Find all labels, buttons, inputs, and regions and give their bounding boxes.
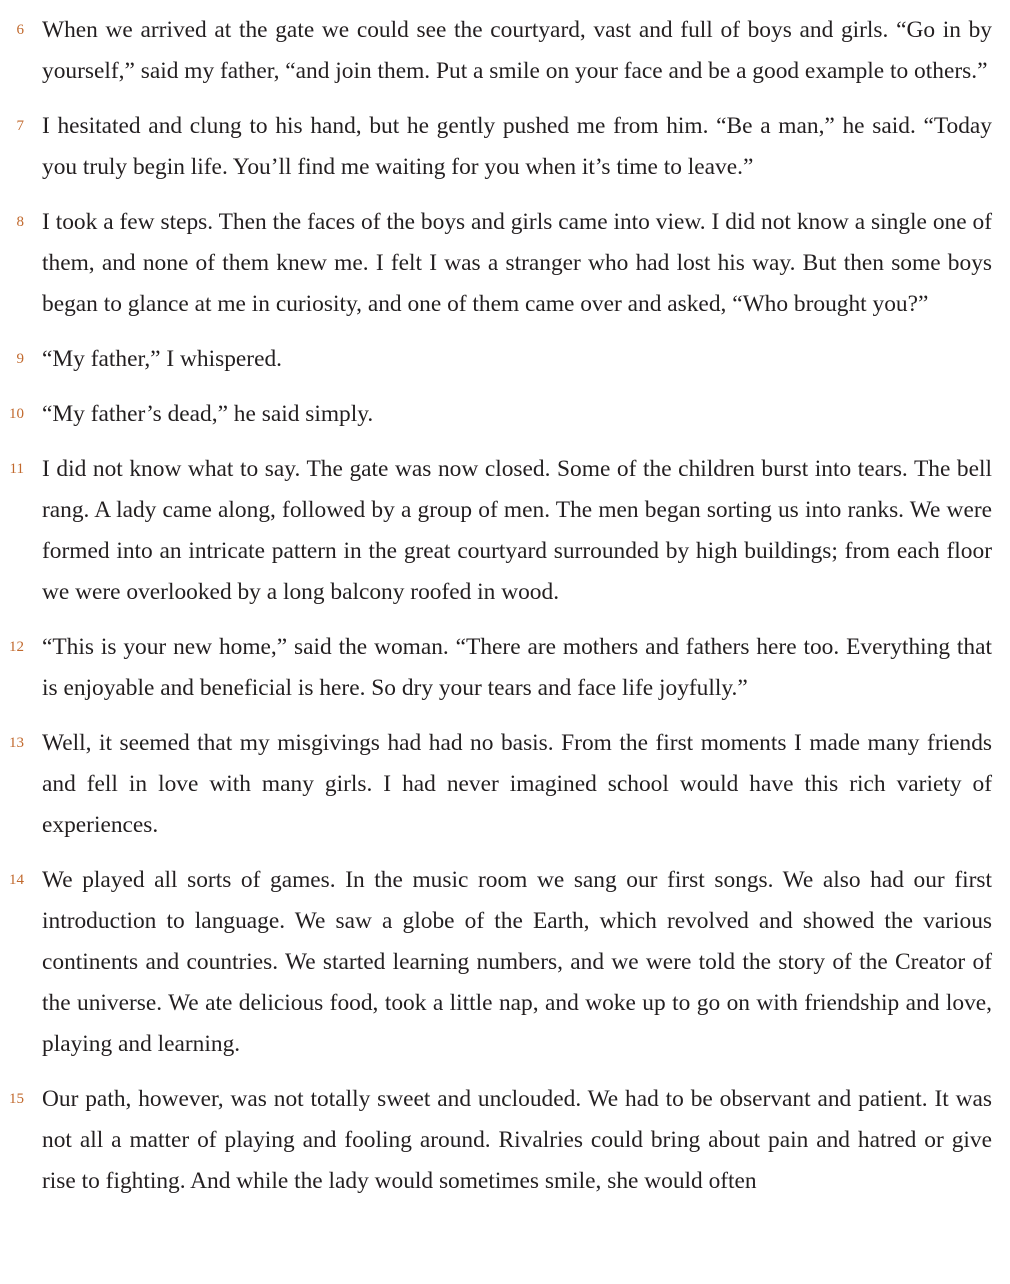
paragraph-number: 6 (16, 22, 24, 38)
paragraph (0, 627, 992, 709)
paragraph-text: “My father’s dead,” he said simply. (42, 401, 374, 427)
paragraph-number: 15 (9, 1091, 24, 1107)
paragraph-text: I hesitated and clung to his hand, but he gently pushed me from him. “Be a man,” he said. “Today you truly begin life. You’ll find me waiting for you when it’s time to leave.” (42, 113, 992, 180)
paragraph-number: 11 (9, 461, 24, 477)
paragraph-number: 7 (16, 118, 24, 134)
paragraph-number: 9 (16, 351, 24, 367)
paragraph (0, 10, 992, 92)
paragraph (0, 106, 992, 188)
paragraph-text: Well, it seemed that my misgivings had had no basis. From the first moments I made many friends and fell in love with many girls. I had never imagined school would have this rich variety of experiences. (42, 730, 992, 838)
paragraph-text: I took a few steps. Then the faces of the boys and girls came into view. I did not know a single one of them, and none of them knew me. I felt I was a stranger who had lost his way. But then some boys began to glance at me in curiosity, and one of them came over and asked, “Who brought you?” (42, 209, 992, 317)
paragraph-number: 14 (9, 872, 24, 888)
paragraph (0, 449, 992, 613)
paragraph-text: We played all sorts of games. In the music room we sang our first songs. We also had our first introduction to language. We saw a globe of the Earth, which revolved and showed the various continents and countries. We started learning numbers, and we were told the story of the Creator of the universe. We ate delicious food, took a little nap, and woke up to go on with friendship and love, playing and learning. (42, 867, 992, 1057)
paragraph (0, 1079, 992, 1202)
paragraph (0, 202, 992, 325)
paragraph-text: I did not know what to say. The gate was now closed. Some of the children burst into tears. The bell rang. A lady came along, followed by a group of men. The men began sorting us into ranks. We were formed into an intricate pattern in the great courtyard surrounded by high buildings; from each floor we were overlooked by a long balcony roofed in wood. (42, 456, 992, 605)
paragraph-number: 8 (16, 214, 24, 230)
paragraph-text: “My father,” I whispered. (42, 346, 283, 372)
paragraph (0, 723, 992, 846)
paragraph-text: Our path, however, was not totally sweet and unclouded. We had to be observant and patient. It was not all a matter of playing and fooling around. Rivalries could bring about pain and hatred or give rise to fighting. And while the lady would sometimes smile, she would often (42, 1086, 992, 1194)
paragraph-number: 12 (9, 639, 24, 655)
paragraph (0, 860, 992, 1065)
paragraph-number: 13 (9, 735, 24, 751)
document-body (0, 10, 1010, 1216)
paragraph (0, 394, 992, 435)
paragraph-number: 10 (9, 406, 24, 422)
paragraph-text: When we arrived at the gate we could see the courtyard, vast and full of boys and girls. “Go in by yourself,” said my father, “and join them. Put a smile on your face and be a good example to others.” (42, 17, 992, 84)
paragraph-text: “This is your new home,” said the woman. “There are mothers and fathers here too. Everything that is enjoyable and beneficial is here. So dry your tears and face life joyfully.” (42, 634, 992, 701)
paragraph (0, 339, 992, 380)
